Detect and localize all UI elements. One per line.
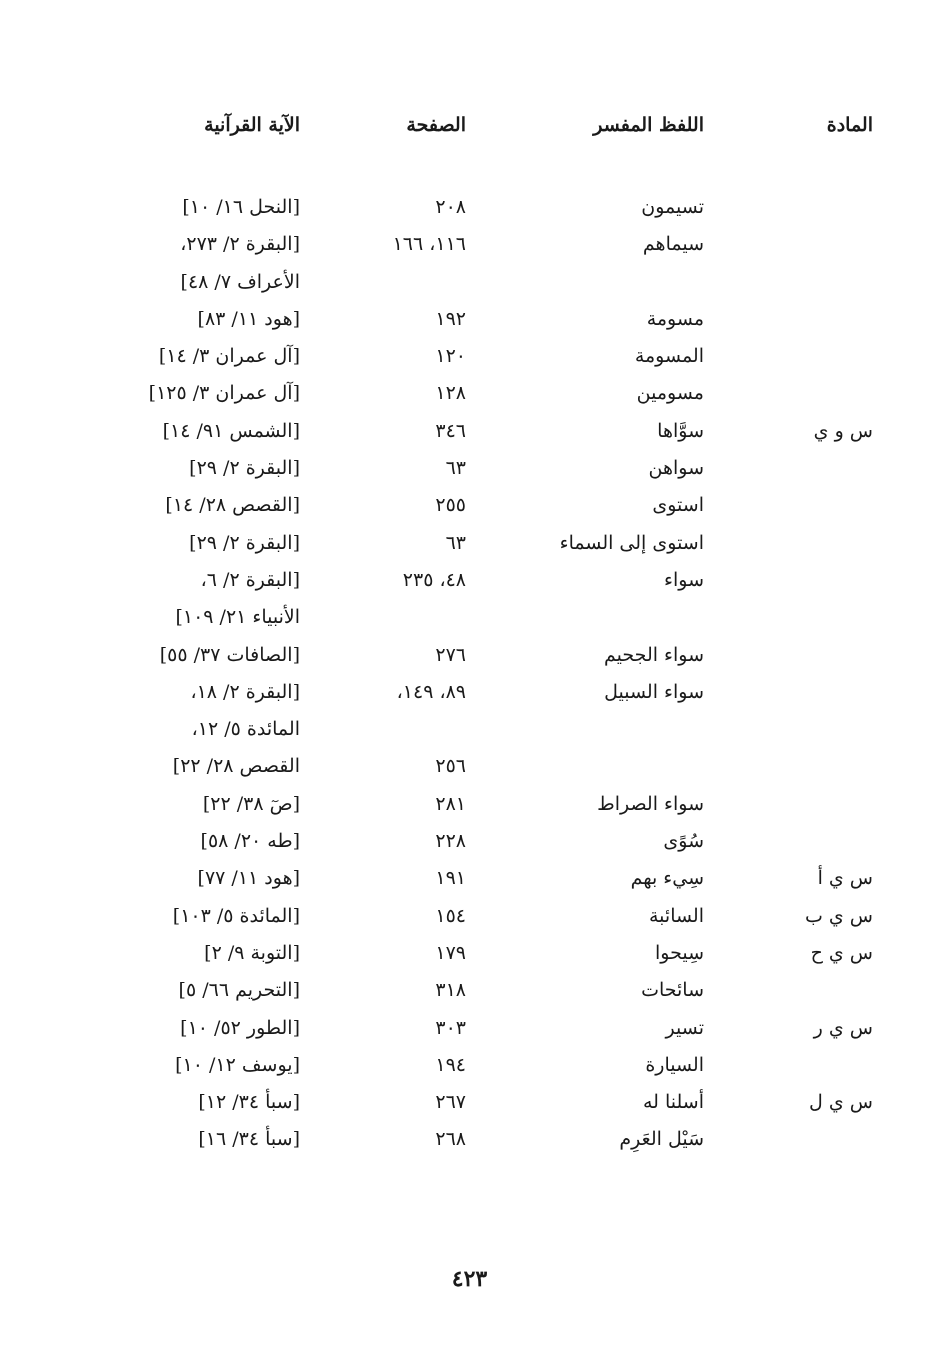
table-row bbox=[0, 789, 939, 826]
verse-cell: [البقرة ٢/ ١٨، bbox=[190, 680, 300, 703]
page-cell: ٢٦٧ bbox=[435, 1091, 466, 1114]
table-row bbox=[0, 975, 939, 1012]
page-cell: ١٩٤ bbox=[435, 1053, 466, 1076]
verse-cell: [النحل ١٦/ ١٠] bbox=[182, 196, 300, 218]
word-cell: سُوًى bbox=[663, 830, 704, 853]
page-cell: ٤٨، ٢٣٥ bbox=[402, 568, 466, 591]
word-cell: سواء السبيل bbox=[604, 680, 704, 703]
table-row bbox=[0, 528, 939, 565]
page-cell: ٢٨١ bbox=[435, 792, 466, 815]
verse-cell: [الصافات ٣٧/ ٥٥] bbox=[159, 643, 300, 666]
page-cell: ١٥٤ bbox=[435, 904, 466, 927]
page-cell: ٢٥٥ bbox=[435, 494, 466, 517]
verse-cell: [آل عمران ٣/ ١٢٥] bbox=[148, 382, 300, 405]
word-cell: تسير bbox=[665, 1016, 704, 1039]
table-header bbox=[0, 114, 939, 144]
header-word: اللفظ المفسر bbox=[593, 114, 704, 136]
table-row bbox=[0, 602, 939, 639]
table-row bbox=[0, 416, 939, 453]
page-cell: ٢٧٦ bbox=[435, 643, 466, 666]
verse-cell: [التحريم ٦٦/ ٥] bbox=[178, 979, 300, 1002]
verse-cell: [هود ١١/ ٨٣] bbox=[197, 307, 300, 330]
verse-cell: الأنبياء ٢١/ ١٠٩] bbox=[175, 606, 300, 629]
page-cell: ٣٠٣ bbox=[435, 1016, 466, 1039]
table-row bbox=[0, 1013, 939, 1050]
word-cell: سواء الجحيم bbox=[604, 643, 704, 666]
word-cell: السيارة bbox=[645, 1053, 704, 1076]
verse-cell: [آل عمران ٣/ ١٤] bbox=[158, 345, 300, 368]
page-cell: ١١٦، ١٦٦ bbox=[392, 233, 466, 256]
word-cell: المسومة bbox=[634, 345, 704, 368]
verse-cell: [صٓ ٣٨/ ٢٢] bbox=[202, 792, 300, 815]
table-row bbox=[0, 751, 939, 788]
table-row bbox=[0, 714, 939, 751]
word-cell: سوَّاها bbox=[657, 419, 704, 442]
word-cell: سائحات bbox=[641, 979, 704, 1002]
word-cell: تسيمون bbox=[641, 196, 704, 218]
page-cell: ١٧٩ bbox=[435, 941, 466, 964]
table-row bbox=[0, 826, 939, 863]
verse-cell: [البقرة ٢/ ٦، bbox=[200, 568, 300, 591]
verse-cell: [يوسف ١٢/ ١٠] bbox=[175, 1053, 300, 1076]
verse-cell: [سبأ ٣٤/ ١٢] bbox=[198, 1091, 300, 1114]
page-cell: ٣١٨ bbox=[435, 979, 466, 1002]
page-cell: ٣٤٦ bbox=[435, 419, 466, 442]
header-root: المادة bbox=[826, 114, 873, 136]
word-cell: سَيْل العَرِم bbox=[619, 1128, 704, 1151]
table-row bbox=[0, 901, 939, 938]
page-cell: ٢٥٦ bbox=[435, 755, 466, 778]
page-cell: ١٩٢ bbox=[435, 307, 466, 330]
header-page: الصفحة bbox=[406, 114, 466, 136]
verse-cell: [سبأ ٣٤/ ١٦] bbox=[198, 1128, 300, 1151]
table-row bbox=[0, 565, 939, 602]
word-cell: سواء الصراط bbox=[597, 792, 704, 815]
page-cell: ١٩١ bbox=[435, 867, 466, 890]
verse-cell: [التوبة ٩/ ٢] bbox=[204, 941, 300, 964]
word-cell: سواء bbox=[664, 568, 704, 591]
table-row bbox=[0, 341, 939, 378]
root-cell: س ي ل bbox=[809, 1091, 873, 1114]
verse-cell: [هود ١١/ ٧٧] bbox=[197, 867, 300, 890]
table-row bbox=[0, 453, 939, 490]
table-row bbox=[0, 938, 939, 975]
verse-cell: [البقرة ٢/ ٢٩] bbox=[189, 457, 300, 480]
verse-cell: [القصص ٢٨/ ١٤] bbox=[165, 494, 300, 517]
root-cell: س ي أ bbox=[817, 867, 873, 890]
verse-cell: الأعراف ٧/ ٤٨] bbox=[180, 270, 300, 293]
root-cell: س و ي bbox=[813, 419, 873, 442]
page-cell: ١٢٨ bbox=[435, 382, 466, 405]
word-cell: مسومين bbox=[636, 382, 704, 405]
table-row bbox=[0, 304, 939, 341]
table-row bbox=[0, 490, 939, 527]
verse-cell: [البقرة ٢/ ٢٧٣، bbox=[180, 233, 300, 256]
page-cell: ٦٣ bbox=[445, 531, 466, 554]
verse-cell: [الطور ٥٢/ ١٠] bbox=[180, 1016, 300, 1039]
word-cell: سيماهم bbox=[642, 233, 704, 256]
word-cell: استوى bbox=[652, 494, 704, 517]
page-cell: ١٢٠ bbox=[435, 345, 466, 368]
verse-cell: [الشمس ٩١/ ١٤] bbox=[162, 419, 300, 442]
page-number: ٤٢٣ bbox=[451, 1266, 488, 1292]
page-cell: ٢٦٨ bbox=[435, 1128, 466, 1151]
verse-cell: [البقرة ٢/ ٢٩] bbox=[189, 531, 300, 554]
table-row bbox=[0, 640, 939, 677]
table-row bbox=[0, 378, 939, 415]
verse-cell: [طه ٢٠/ ٥٨] bbox=[200, 830, 300, 853]
verse-cell: [المائدة ٥/ ١٠٣] bbox=[172, 904, 300, 927]
table-row bbox=[0, 677, 939, 714]
header-verse: الآية القرآنية bbox=[204, 114, 300, 136]
table-row bbox=[0, 267, 939, 304]
word-cell: السائبة bbox=[648, 904, 704, 927]
word-cell: سِيحوا bbox=[654, 941, 704, 964]
table-row bbox=[0, 1087, 939, 1124]
verse-cell: المائدة ٥/ ١٢، bbox=[191, 718, 300, 741]
page-cell: ٨٩، ١٤٩، bbox=[396, 680, 466, 703]
word-cell: أسلنا له bbox=[642, 1091, 704, 1114]
verse-cell: القصص ٢٨/ ٢٢] bbox=[172, 755, 300, 778]
table-row bbox=[0, 863, 939, 900]
word-cell: سواهن bbox=[648, 457, 704, 480]
index-table bbox=[0, 192, 939, 1162]
root-cell: س ي ح bbox=[810, 941, 873, 964]
word-cell: استوى إلى السماء bbox=[559, 531, 704, 554]
word-cell: سِيء بهم bbox=[630, 867, 704, 890]
root-cell: س ي ر bbox=[813, 1016, 873, 1039]
root-cell: س ي ب bbox=[804, 904, 873, 927]
table-row bbox=[0, 1124, 939, 1161]
word-cell: مسومة bbox=[646, 307, 704, 330]
page-cell: ٢٢٨ bbox=[435, 830, 466, 853]
table-row bbox=[0, 192, 939, 229]
table-row bbox=[0, 1050, 939, 1087]
table-row bbox=[0, 229, 939, 266]
page-cell: ٦٣ bbox=[445, 457, 466, 480]
page-cell: ٢٠٨ bbox=[435, 196, 466, 218]
